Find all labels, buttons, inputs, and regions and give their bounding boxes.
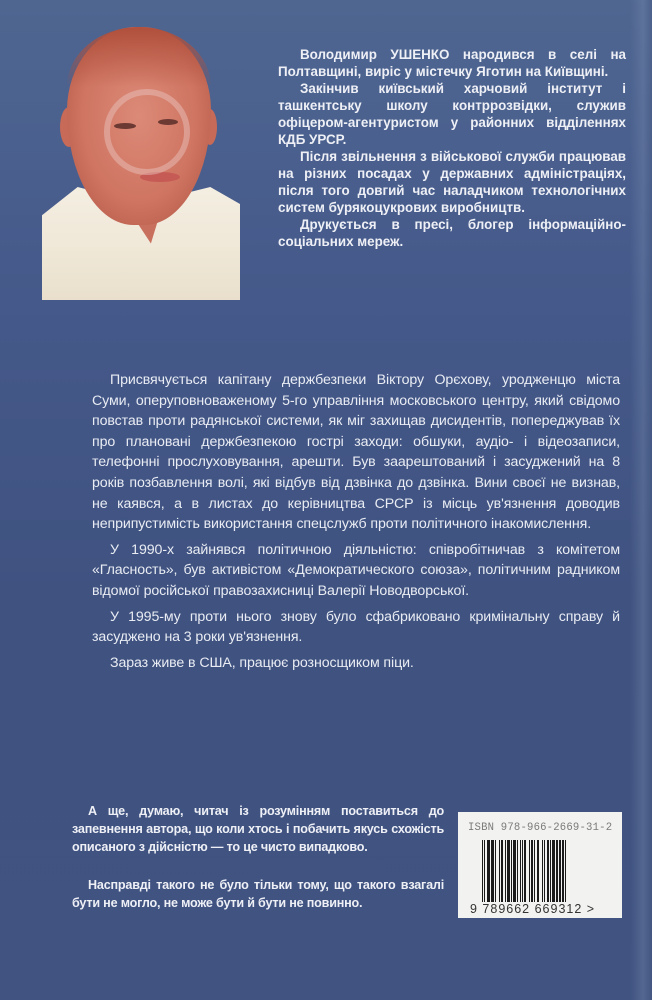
bio-paragraph: Володимир УШЕНКО народився в селі на Полтавщині, виріс у містечку Яготин на Київщині. [278, 47, 626, 79]
barcode-bars-icon [482, 840, 600, 902]
photo-detail [67, 27, 211, 87]
isbn-label: ISBN 978-966-2669-31-2 [468, 822, 613, 834]
bio-paragraph: Закінчив київський харчовий інститут і ташкентську школу контррозвідки, служив офіцером-агентуристом у районних відділеннях КДБ УРСР. [278, 81, 626, 147]
bio-paragraph: Після звільнення з військової служби працював на різних посадах у державних адміністраціях, після того довгий час наладчиком технологічних систем бурякоцукрових виробництв. [278, 149, 626, 215]
isbn-barcode [458, 812, 622, 918]
dedication-text [92, 370, 620, 673]
author-bio [278, 46, 626, 250]
dedication-paragraph: Присвячується капітану держбезпеки Віктору Орєхову, уродженцю міста Суми, оперуповноваженому 5-го управління московського центру, який свідомо повстав проти радянської системи, як міг захищав дисидентів, попереджував їх про плановані держбезпекою гострі заходи: обшуки, аудіо- і відеозаписи, телефонні прослуховування, арешти. Був заарештований і засуджений на 8 років позбавлення волі, які відбув від дзвінка до дзвінка. Вини своєї не визнав, не каявся, а в листах до керівництва СРСР із місць ув'язнення доводив неприпустимість використання спецслужб проти політичного інакомислення. [92, 372, 620, 533]
disclaimer-text [72, 802, 444, 912]
dedication-paragraph: Зараз живе в США, працює розносщиком піци. [110, 654, 414, 671]
dedication-paragraph: У 1990-х зайнявся політичною діяльністю: співробітничав з комітетом «Гласность», був активістом «Демократического союза», політичним радником відомої російської правозахисниці Валерії Новодворської. [92, 541, 620, 599]
disclaimer-paragraph: А ще, думаю, читач із розумінням поставиться до запевнення автора, що коли хтось і побачить якусь схожість описаного з дійсністю — то це чисто випадково. [72, 804, 444, 854]
watermark-icon [104, 89, 190, 175]
bio-paragraph: Друкується в пресі, блогер інформаційно-соціальних мереж. [278, 217, 626, 249]
dedication-paragraph: У 1995-му проти нього знову було сфабриковано кримінальну справу й засуджено на 3 роки ув'язнення. [92, 608, 620, 646]
author-photo [40, 27, 240, 300]
barcode-number: 9 789662 669312 > [470, 902, 596, 916]
disclaimer-paragraph: Насправді такого не було тільки тому, що такого взагалі бути не могло, не може бути й бути не повинно. [72, 878, 444, 910]
